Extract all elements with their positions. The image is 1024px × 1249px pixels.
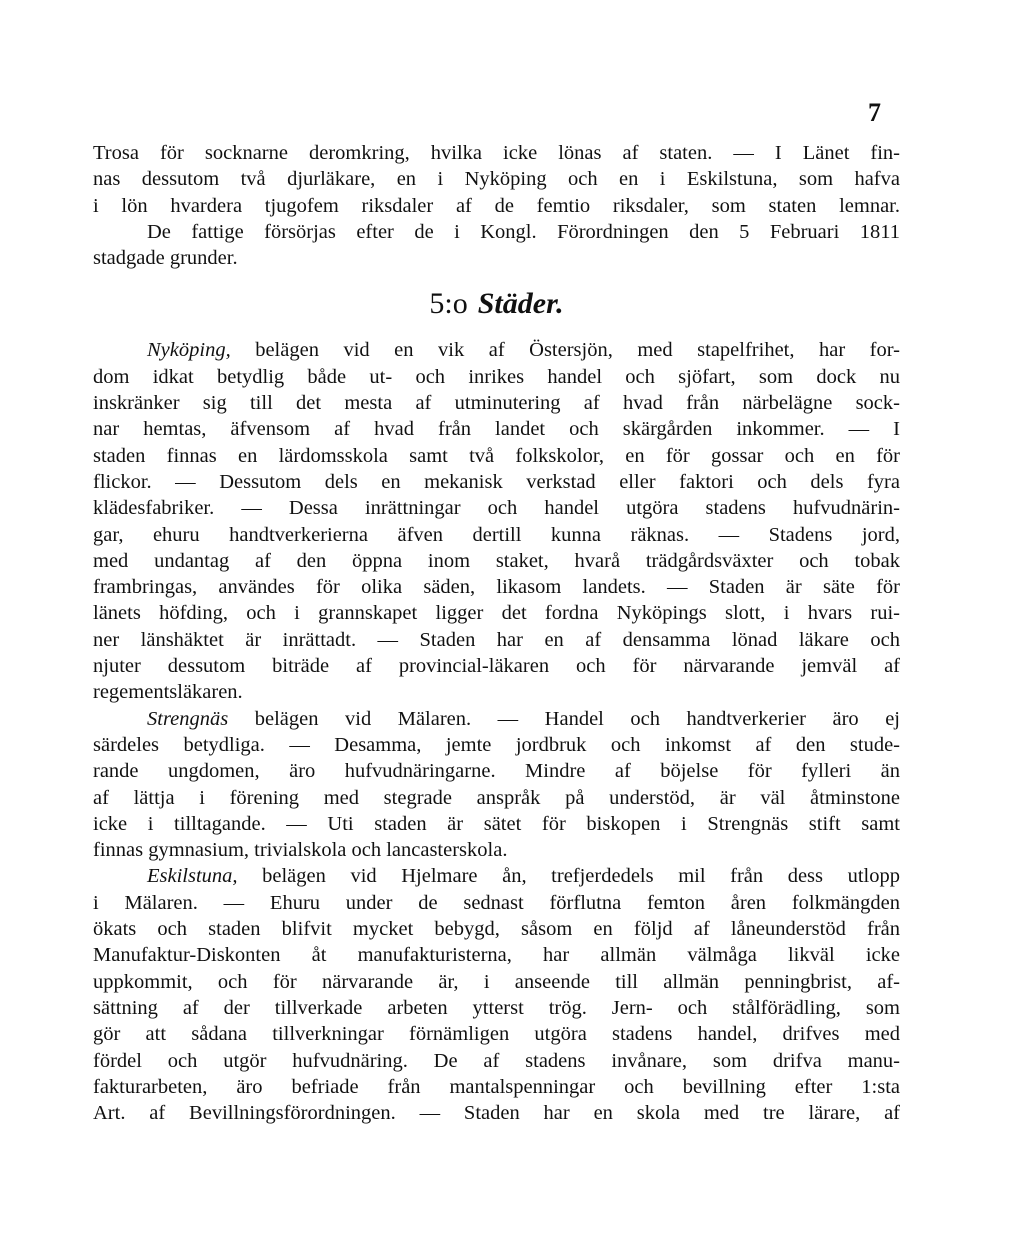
text-line: rande ungdomen, äro hufvudnäringarne. Mindre af böjelse för fylleri än bbox=[93, 760, 900, 783]
paragraph-nykoping bbox=[93, 337, 900, 705]
text-line: särdeles betydliga. — Desamma, jemte jordbruk och inkomst af den stude- bbox=[93, 733, 900, 756]
text-line: flickor. — Dessutom dels en mekanisk verkstad eller faktori och dels fyra bbox=[93, 470, 900, 493]
text-line: af lättja i förening med stegrade anspråk på understöd, är väl åtminstone bbox=[93, 786, 900, 809]
text-line: i Mälaren. — Ehuru under de sednast förflutna femton åren folkmängden bbox=[93, 891, 900, 914]
text-line: uppkommit, och för närvarande är, i anseende till allmän penningbrist, af- bbox=[93, 970, 900, 993]
text-line bbox=[93, 706, 900, 732]
place-name: Nyköping, bbox=[147, 339, 231, 362]
text-line: fakturarbeten, äro befriade från mantalspenningar och bevillning efter 1:sta bbox=[93, 1075, 900, 1098]
place-name: Strengnäs bbox=[147, 707, 229, 730]
text-line: i lön hvardera tjugofem riksdaler af de femtio riksdaler, som staten lemnar. bbox=[93, 194, 900, 217]
text-line: Trosa för socknarne deromkring, hvilka icke lönas af staten. — I Länet fin- bbox=[93, 142, 900, 164]
text-line: stadgade grunder. bbox=[93, 247, 238, 270]
text-line: med undantag af den öppna inom staket, hvarå trädgårdsväxter och tobak bbox=[93, 549, 900, 572]
text-line: gar, ehuru handtverkerierna äfven dertill kunna räknas. — Stadens jord, bbox=[93, 523, 900, 546]
section-heading bbox=[93, 271, 900, 337]
text-line: ner länshäktet är inrättadt. — Staden har en af densamma lönad läkare och bbox=[93, 628, 900, 651]
text-line: sättning af der tillverkade arbeten ytterst trög. Jern- och stålförädling, som bbox=[93, 996, 900, 1019]
text-line: frambringas, användes för olika säden, likasom landets. — Staden är säte för bbox=[93, 576, 900, 599]
text-line bbox=[93, 337, 900, 363]
text-line: klädesfabriker. — Dessa inrättningar och handel utgöra stadens hufvudnärin- bbox=[93, 497, 900, 520]
page-number: 7 bbox=[868, 98, 881, 127]
body-text bbox=[93, 140, 900, 1126]
text-line: regementsläkaren. bbox=[93, 681, 243, 704]
text-line: gör att sådana tillverkningar förnämligen utgöra stadens handel, drifves med bbox=[93, 1023, 900, 1046]
text-line: nar hemtas, äfvensom af hvad från landet och skärgården inkommer. — I bbox=[93, 418, 900, 441]
paragraph-eskilstuna bbox=[93, 863, 900, 1126]
intro-paragraph bbox=[93, 140, 900, 271]
section-title: Städer. bbox=[477, 287, 564, 321]
text-line: inskränker sig till det mesta af utminutering af hvad från närbelägne sock- bbox=[93, 392, 900, 415]
text-run: belägen vid Mälaren. — Handel och handtverkerier äro ej bbox=[228, 707, 900, 730]
text-line: finnas gymnasium, trivialskola och lancasterskola. bbox=[93, 839, 508, 862]
text-line: Manufaktur-Diskonten åt manufakturisterna, har allmän välmåga likväl icke bbox=[93, 944, 900, 967]
text-line: ökats och staden blifvit mycket bebygd, såsom en följd af låneunderstöd från bbox=[93, 918, 900, 941]
section-number: 5:o bbox=[429, 287, 468, 321]
text-line bbox=[93, 863, 900, 889]
text-line: staden finnas en lärdomsskola samt två folkskolor, en för gossar och en för bbox=[93, 444, 900, 467]
text-line: fördel och utgör hufvudnäring. De af stadens invånare, som drifva manu- bbox=[93, 1049, 900, 1072]
text-run: belägen vid en vik af Östersjön, med stapelfrihet, har for- bbox=[230, 339, 900, 362]
paragraph-strengnas bbox=[93, 706, 900, 864]
text-line: länets höfding, och i grannskapet ligger det fordna Nyköpings slott, i hvars rui- bbox=[93, 602, 900, 625]
text-line: nas dessutom två djurläkare, en i Nyköping och en i Eskilstuna, som hafva bbox=[93, 168, 900, 191]
text-run: belägen vid Hjelmare ån, trefjerdedels mil från dess utlopp bbox=[237, 865, 900, 888]
text-line: njuter dessutom biträde af provincial-läkaren och för närvarande jemväl af bbox=[93, 655, 900, 678]
text-line: Art. af Bevillningsförordningen. — Staden har en skola med tre lärare, af bbox=[93, 1102, 900, 1125]
place-name: Eskilstuna, bbox=[147, 865, 238, 888]
text-line: De fattige försörjas efter de i Kongl. Förordningen den 5 Februari 1811 bbox=[147, 220, 900, 243]
text-line: dom idkat betydlig både ut- och inrikes handel och sjöfart, som dock nu bbox=[93, 365, 900, 388]
text-line: icke i tilltagande. — Uti staden är sätet för biskopen i Strengnäs stift samt bbox=[93, 812, 900, 835]
